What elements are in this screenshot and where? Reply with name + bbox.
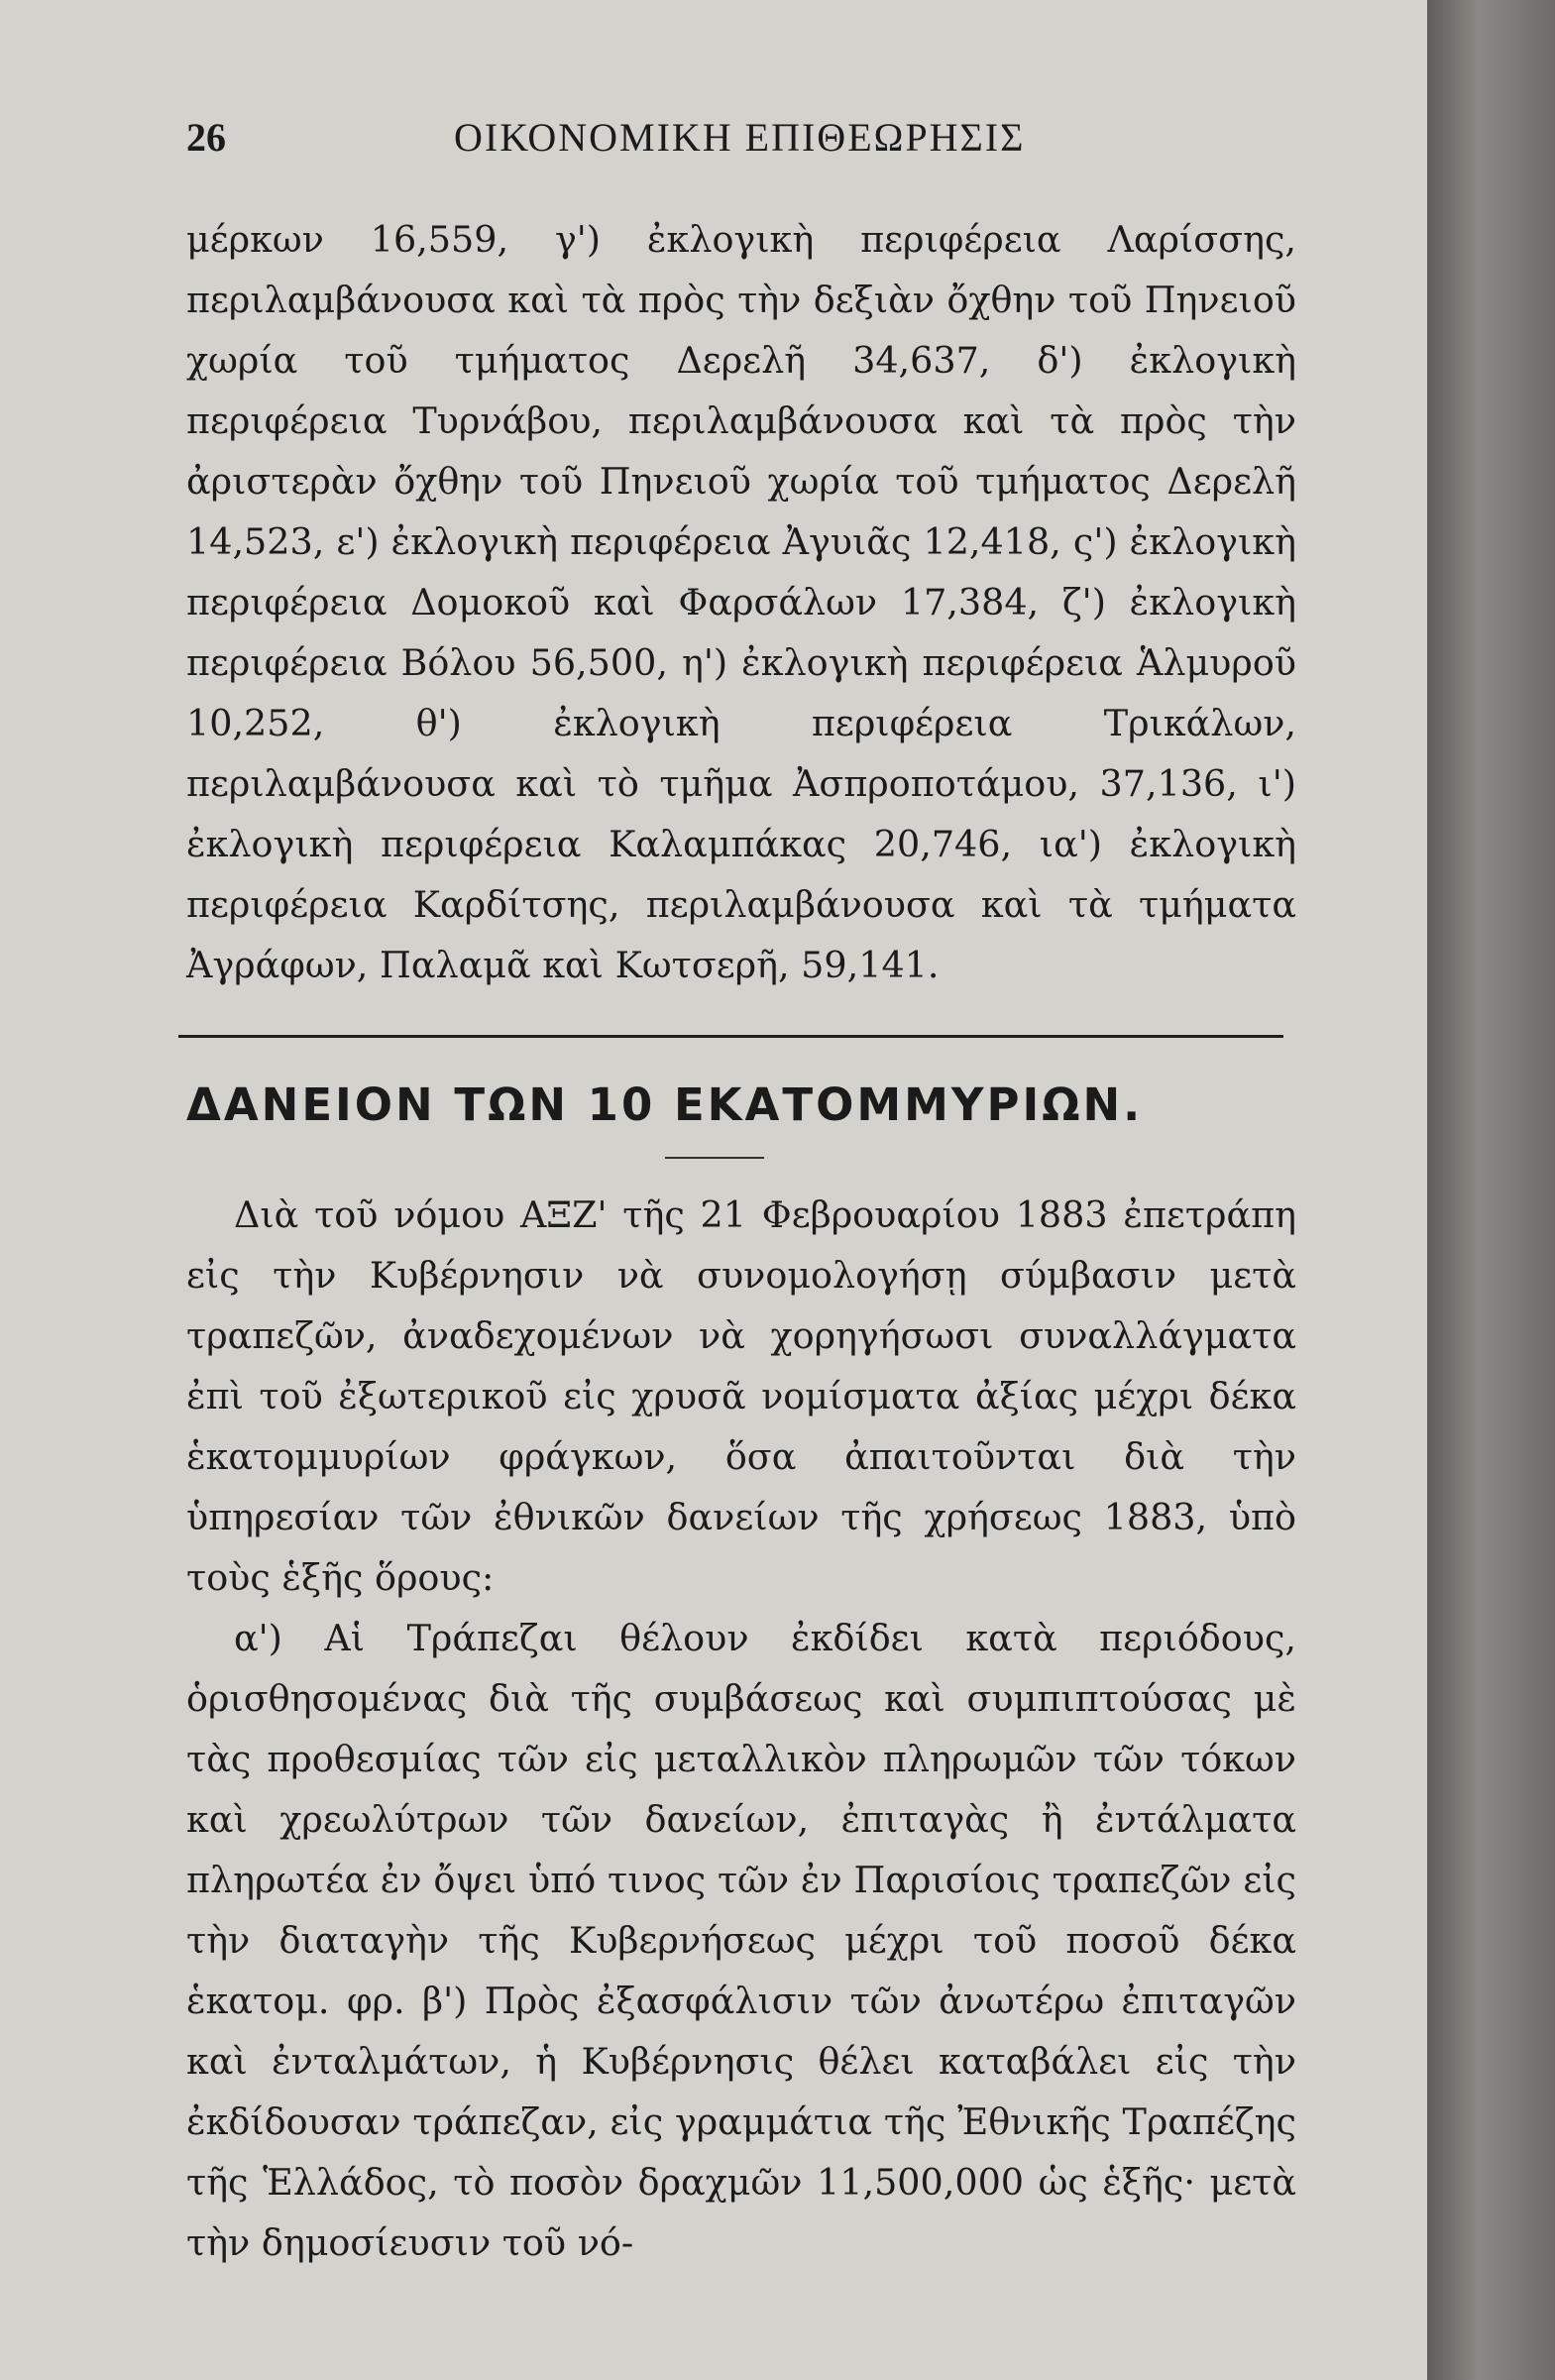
running-head: [186, 114, 1296, 173]
page-number: 26: [186, 115, 226, 160]
book-gutter: [1427, 0, 1555, 2380]
continued-paragraph: μέρκων 16,559, γ') ἐκλογικὴ περιφέρεια Λαρίσσης, περιλαμβάνουσα καὶ τὰ πρὸς τὴν δεξιὰν ὄχθην τοῦ Πηνειοῦ χωρία τοῦ τμήματος Δερελῆ 34,637, δ') ἐκλογικὴ περιφέρεια Τυρνάβου, περιλαμβάνουσα καὶ τὰ πρὸς τὴν ἀριστερὰν ὄχθην τοῦ Πηνειοῦ χωρία τοῦ τμήματος Δερελῆ 14,523, ε') ἐκλογικὴ περιφέρεια Ἀγυιᾶς 12,418, ς') ἐκλογικὴ περιφέρεια Δομοκοῦ καὶ Φαρσάλων 17,384, ζ') ἐκλογικὴ περιφέρεια Βόλου 56,500, η') ἐκλογικὴ περιφέρεια Ἁλμυροῦ 10,252, θ') ἐκλογικὴ περιφέρεια Τρικάλων, περιλαμβάνουσα καὶ τὸ τμῆμα Ἀσπροποτάμου, 37,136, ι') ἐκλογικὴ περιφέρεια Καλαμπάκας 20,746, ια') ἐκλογικὴ περιφέρεια Καρδίτσης, περιλαμβάνουσα καὶ τὰ τμήματα Ἀγράφων, Παλαμᾶ καὶ Κωτσερῆ, 59,141.: [186, 218, 1296, 986]
page-content: [186, 114, 1296, 2273]
section-paragraph-1: Διὰ τοῦ νόμου ΑΞΖ' τῆς 21 Φεβρουαρίου 1883 ἐπετράπη εἰς τὴν Κυβέρνησιν νὰ συνομολογήσῃ σύμβασιν μετὰ τραπεζῶν, ἀναδεχομένων νὰ χορηγήσωσι συναλλάγματα ἐπὶ τοῦ ἐξωτερικοῦ εἰς χρυσᾶ νομίσματα ἀξίας μέχρι δέκα ἑκατομμυρίων φράγκων, ὅσα ἀπαιτοῦνται διὰ τὴν ὑπηρεσίαν τῶν ἐθνικῶν δανείων τῆς χρήσεως 1883, ὑπὸ τοὺς ἑξῆς ὅρους:: [186, 1193, 1296, 1599]
running-title: ΟΙΚΟΝΟΜΙΚΗ ΕΠΙΘΕΩΡΗΣΙΣ: [454, 115, 1026, 160]
section-divider: [178, 1035, 1283, 1038]
section-paragraph-2: α') Αἱ Τράπεζαι θέλουν ἐκδίδει κατὰ περιόδους, ὁρισθησομένας διὰ τῆς συμβάσεως καὶ συμπιπτούσας μὲ τὰς προθεσμίας τῶν εἰς μεταλλικὸν πληρωμῶν τῶν τόκων καὶ χρεωλύτρων τῶν δανείων, ἐπιταγὰς ἢ ἐντάλματα πληρωτέα ἐν ὄψει ὑπό τινος τῶν ἐν Παρισίοις τραπεζῶν εἰς τὴν διαταγὴν τῆς Κυβερνήσεως μέχρι τοῦ ποσοῦ δέκα ἑκατομ. φρ. β') Πρὸς ἐξασφάλισιν τῶν ἀνωτέρω ἐπιταγῶν καὶ ἐνταλμάτων, ἡ Κυβέρνησις θέλει καταβάλει εἰς τὴν ἐκδίδουσαν τράπεζαν, εἰς γραμμάτια τῆς Ἐθνικῆς Τραπέζης τῆς Ἑλλάδος, τὸ ποσὸν δραχμῶν 11,500,000 ὡς ἑξῆς· μετὰ τὴν δημοσίευσιν τοῦ νό-: [186, 1617, 1296, 2264]
heading-underline: [665, 1157, 764, 1159]
section-heading: ΔΑΝΕΙΟΝ ΤΩΝ 10 ΕΚΑΤΟΜΜΥΡΙΩΝ.: [186, 1078, 1144, 1131]
